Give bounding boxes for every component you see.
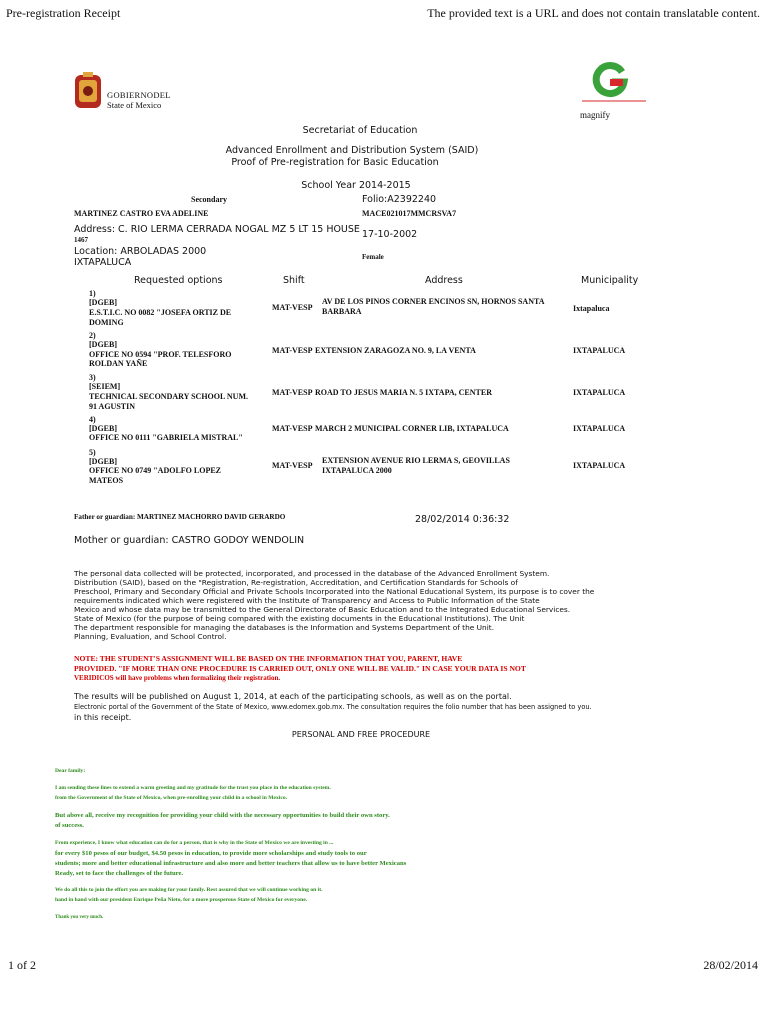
row-system: [DGEB] [89, 424, 117, 433]
letter-line: We do all this to join the effort you are making for your family. Rest assured that we will continue working on it. [55, 887, 323, 893]
student-location: Location: ARBOLADAS 2000 [74, 246, 207, 257]
privacy-line: The personal data collected will be protected, incorporated, and processed in the database of the Advanced Enrollment System. [74, 569, 550, 578]
row-municipality: IXTAPALUCA [573, 424, 626, 433]
col-header-address: Address [425, 275, 463, 286]
row-municipality: IXTAPALUCA [573, 346, 626, 355]
magnify-logo-icon [592, 62, 628, 103]
row-system: [SEIEM] [89, 382, 121, 391]
header-note: The provided text is a URL and does not contain translatable content. [427, 6, 760, 20]
row-shift: MAT-VESP [272, 388, 313, 397]
page-number: 1 of 2 [8, 958, 36, 972]
print-date: 28/02/2014 [703, 958, 758, 972]
results-line: Electronic portal of the Government of the State of Mexico, www.edomex.gob.mx. The consultation requires the folio number that has been assigned to you. [74, 703, 592, 711]
row-school-cont: 91 AGUSTIN [89, 402, 136, 411]
student-curp: MACE021017MMCRSVA7 [362, 209, 457, 218]
note-line: NOTE: THE STUDENT'S ASSIGNMENT WILL BE BASED ON THE INFORMATION THAT YOU, PARENT, HAVE [74, 654, 463, 663]
row-system: [DGEB] [89, 457, 117, 466]
row-shift: MAT-VESP [272, 424, 313, 433]
row-address: EXTENSION AVENUE RIO LERMA S, GEOVILLAS [322, 456, 510, 465]
row-municipality: IXTAPALUCA [573, 461, 626, 470]
note-line: PROVIDED. "IF MORE THAN ONE PROCEDURE IS CARRIED OUT, ONLY ONE WILL BE VALID." IN CASE YOUR DATA IS NOT [74, 664, 526, 673]
row-municipality: Ixtapaluca [573, 304, 610, 313]
privacy-line: Preschool, Primary and Secondary Official and Private Schools Incorporated into the National Educational System, its purpose is to cover the [74, 587, 595, 596]
row-school: E.S.T.I.C. NO 0082 "JOSEFA ORTIZ DE [89, 308, 232, 317]
row-address: MARCH 2 MUNICIPAL CORNER LIB, IXTAPALUCA [315, 424, 509, 433]
letter-line: for every $10 pesos of our budget, $4.50 pesos in education, to provide more scholarships and study tools to our [55, 850, 367, 857]
row-school: TECHNICAL SECONDARY SCHOOL NUM. [89, 392, 248, 401]
folio: Folio:A2392240 [362, 194, 437, 205]
page-title: Pre-registration Receipt [6, 6, 121, 20]
secretariat-title: Secretariat of Education [302, 125, 418, 136]
student-name: MARTINEZ CASTRO EVA ADELINE [74, 209, 209, 218]
letter-line: students; more and better educational infrastructure and also more and better teachers that allow us to have better Mexicans [55, 860, 407, 867]
row-school-cont: DOMING [89, 318, 124, 327]
results-line: The results will be published on August 1, 2014, at each of the participating schools, as well as on the portal. [74, 692, 512, 701]
student-sex: Female [362, 253, 384, 261]
letter-line: from the Government of the State of Mexico, when pre-enrolling your child in a school in Mexico. [55, 795, 288, 801]
col-header-municipality: Municipality [581, 275, 639, 286]
row-address-cont: IXTAPALUCA 2000 [322, 466, 392, 475]
row-system: [DGEB] [89, 298, 117, 307]
row-system: [DGEB] [89, 340, 117, 349]
state-seal-icon [73, 72, 103, 115]
gov-logo-line1: GOBIERNODEL [107, 90, 171, 100]
row-school: OFFICE NO 0111 "GABRIELA MISTRAL" [89, 433, 243, 442]
row-shift: MAT-VESP [272, 461, 313, 470]
row-school-cont: MATEOS [89, 476, 124, 485]
registration-timestamp: 28/02/2014 0:36:32 [415, 514, 510, 525]
procedure-label: PERSONAL AND FREE PROCEDURE [291, 730, 431, 739]
house-number: 1467 [74, 236, 88, 244]
row-number: 1) [89, 289, 96, 298]
row-shift: MAT-VESP [272, 346, 313, 355]
privacy-line: requirements indicated which were registered with the Institute of Transparency and Access to Public Information of the State [74, 596, 540, 605]
magnify-logo-tagline [582, 100, 646, 102]
letter-line: From experience, I know what education can do for a person, that is why in the State of Mexico we are investing in ... [55, 840, 334, 846]
privacy-line: State of Mexico (for the purpose of being compared with the existing documents in the Educational Institutions). The Unit [74, 614, 525, 623]
row-number: 3) [89, 373, 96, 382]
row-municipality: IXTAPALUCA [573, 388, 626, 397]
school-year: School Year 2014-2015 [301, 180, 411, 191]
privacy-line: The department responsible for managing the databases is the Information and Systems Department of the Unit. [74, 623, 495, 632]
letter-line: But above all, receive my recognition for providing your child with the necessary opportunities to build their own story. [55, 812, 390, 819]
note-line: VERIDICOS will have problems when formalizing their registration. [74, 674, 281, 682]
row-address-cont: BARBARA [322, 307, 362, 316]
student-address: Address: C. RIO LERMA CERRADA NOGAL MZ 5 LT 15 HOUSE [74, 224, 360, 235]
letter-line: I am sending these lines to extend a warm greeting and my gratitude for the trust you place in the education system. [55, 785, 331, 791]
level-label: Secondary [191, 195, 227, 204]
row-address: ROAD TO JESUS MARIA N. 5 IXTAPA, CENTER [315, 388, 492, 397]
col-header-shift: Shift [283, 275, 305, 286]
col-header-options: Requested options [134, 275, 223, 286]
row-school: OFFICE NO 0594 "PROF. TELESFORO [89, 350, 232, 359]
system-title: Advanced Enrollment and Distribution System (SAID) [225, 145, 479, 156]
magnify-text: magnify [580, 110, 610, 120]
mother-guardian: Mother or guardian: CASTRO GODOY WENDOLIN [74, 535, 305, 546]
row-school: OFFICE NO 0749 "ADOLFO LOPEZ [89, 466, 222, 475]
results-line: in this receipt. [74, 713, 132, 722]
row-number: 2) [89, 331, 96, 340]
letter-line: hand in hand with our president Enrique Peña Nieto, for a more prosperous State of Mexico for everyone. [55, 897, 308, 903]
father-guardian: Father or guardian: MARTINEZ MACHORRO DAVID GERARDO [74, 513, 286, 521]
privacy-line: Planning, Evaluation, and School Control. [74, 632, 227, 641]
row-address: EXTENSION ZARAGOZA NO. 9, LA VENTA [315, 346, 476, 355]
row-shift: MAT-VESP [272, 303, 313, 312]
row-school-cont: ROLDAN YAÑE [89, 359, 148, 368]
row-number: 5) [89, 448, 96, 457]
row-address: AV DE LOS PINOS CORNER ENCINOS SN, HORNOS SANTA [322, 297, 545, 306]
row-number: 4) [89, 415, 96, 424]
privacy-line: Distribution (SAID), based on the "Registration, Re-registration, Accreditation, and Certification Standards for Schools of [74, 578, 518, 587]
privacy-line: Mexico and whose data may be transmitted to the General Directorate of Basic Education and to the Integrated Educational Services. [74, 605, 571, 614]
letter-greeting: Dear family: [55, 768, 86, 774]
letter-thanks: Thank you very much. [55, 915, 104, 920]
proof-title: Proof of Pre-registration for Basic Education [231, 157, 439, 168]
letter-line: Ready, set to face the challenges of the future. [55, 870, 184, 877]
letter-line: of success. [55, 822, 84, 829]
gov-logo-line2: State of Mexico [107, 100, 162, 110]
student-municipality: IXTAPALUCA [74, 257, 132, 268]
birth-date: 17-10-2002 [362, 229, 418, 240]
